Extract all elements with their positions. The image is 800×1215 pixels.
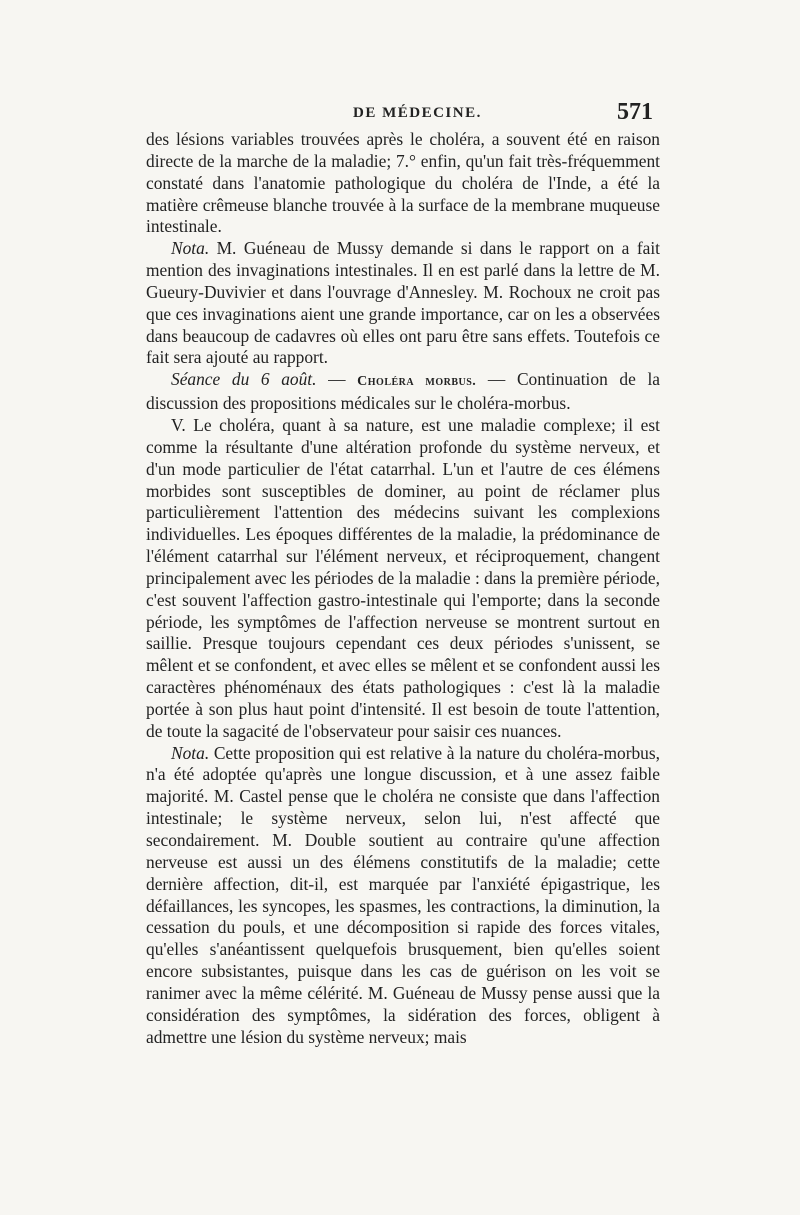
page-number: 571 [617,99,653,125]
body-text [146,129,660,1048]
seance-date: Séance du 6 août. [171,369,317,390]
paragraph-nota-invaginations [146,238,660,369]
nota-text: M. Guéneau de Mussy demande si dans le rapport on a fait mention des invaginations intestinales. Il en est parlé dans la lettre de M. Gueury-Duvivier et dans l'ouvrage d'Annesley. M. Rochoux ne croit pas que ces invaginations aient une grande importance, car on les a observées dans beaucoup de cadavres où elles ont paru être sans effets. Toutefois ce fait sera ajouté au rapport. [146,238,660,368]
paragraph-nota-nature [146,743,660,1049]
nota-text: Cette proposition qui est relative à la nature du choléra-morbus, n'a été adoptée qu'après une longue discussion, et à une assez faible majorité. M. Castel pense que le choléra ne consiste que dans l'affection intestinale; le système nerveux, selon lui, n'est affecté que secondairement. M. Double soutient au contraire qu'une affection nerveuse est aussi un des élémens constitutifs de la maladie; cette dernière affection, dit-il, est marquée par l'anxiété épigastrique, les défaillances, les syncopes, les spasmes, les contractions, la diminution, la cessation du pouls, et une décomposition si rapide des forces vitales, qu'elles s'anéantissent quelquefois brusquement, bien qu'elles soient encore subsistantes, puisque dans les cas de guérison on les voit se ranimer avec la même célérité. M. Guéneau de Mussy pense aussi que la considération des symptômes, la sidération des forces, obligent à admettre une lésion du système nerveux; mais [146,742,660,1047]
seance-subject: Choléra morbus. [357,374,477,390]
nota-label: Nota. [171,238,210,259]
seance-text: — Continuation de la discussion des propositions médicales sur le choléra-morbus. [146,369,660,414]
paragraph-seance [146,369,660,415]
running-title: DE MÉDECINE. [353,105,482,121]
seance-dash: — [316,369,358,390]
paragraph-proposition-v: V. Le choléra, quant à sa nature, est une maladie complexe; il est comme la résultante d'une altération profonde du système nerveux, et d'un mode particulier de l'état catarrhal. L'un et l'autre de ces élémens morbides sont susceptibles de dominer, au point de réclamer plus particulièrement l'attention des médecins suivant les complexions individuelles. Les époques différentes de la maladie, la prédominance de l'élément catarrhal sur l'élément nerveux, et réciproquement, changent principalement avec les périodes de la maladie : dans la première période, c'est souvent l'affection gastro-intestinale qui l'emporte; dans la seconde période, les symptômes de l'affection nerveuse se montrent surtout en saillie. Presque toujours cependant ces deux périodes s'unissent, se mêlent et se confondent, et avec elles se mêlent et se confondent aussi les caractères phénoménaux des états pathologiques : c'est là la maladie portée à son plus haut point d'intensité. Il est besoin de toute l'attention, de toute la sagacité de l'observateur pour saisir ces nuances. [146,414,660,741]
nota-label: Nota. [171,742,210,763]
paragraph-lesions: des lésions variables trouvées après le choléra, a souvent été en raison directe de la marche de la maladie; 7.° enfin, qu'un fait très-fréquemment constaté dans l'anatomie pathologique du choléra de l'Inde, a été la matière crêmeuse blanche trouvée à la surface de la membrane muqueuse intestinale. [146,129,660,237]
running-head [0,99,800,127]
